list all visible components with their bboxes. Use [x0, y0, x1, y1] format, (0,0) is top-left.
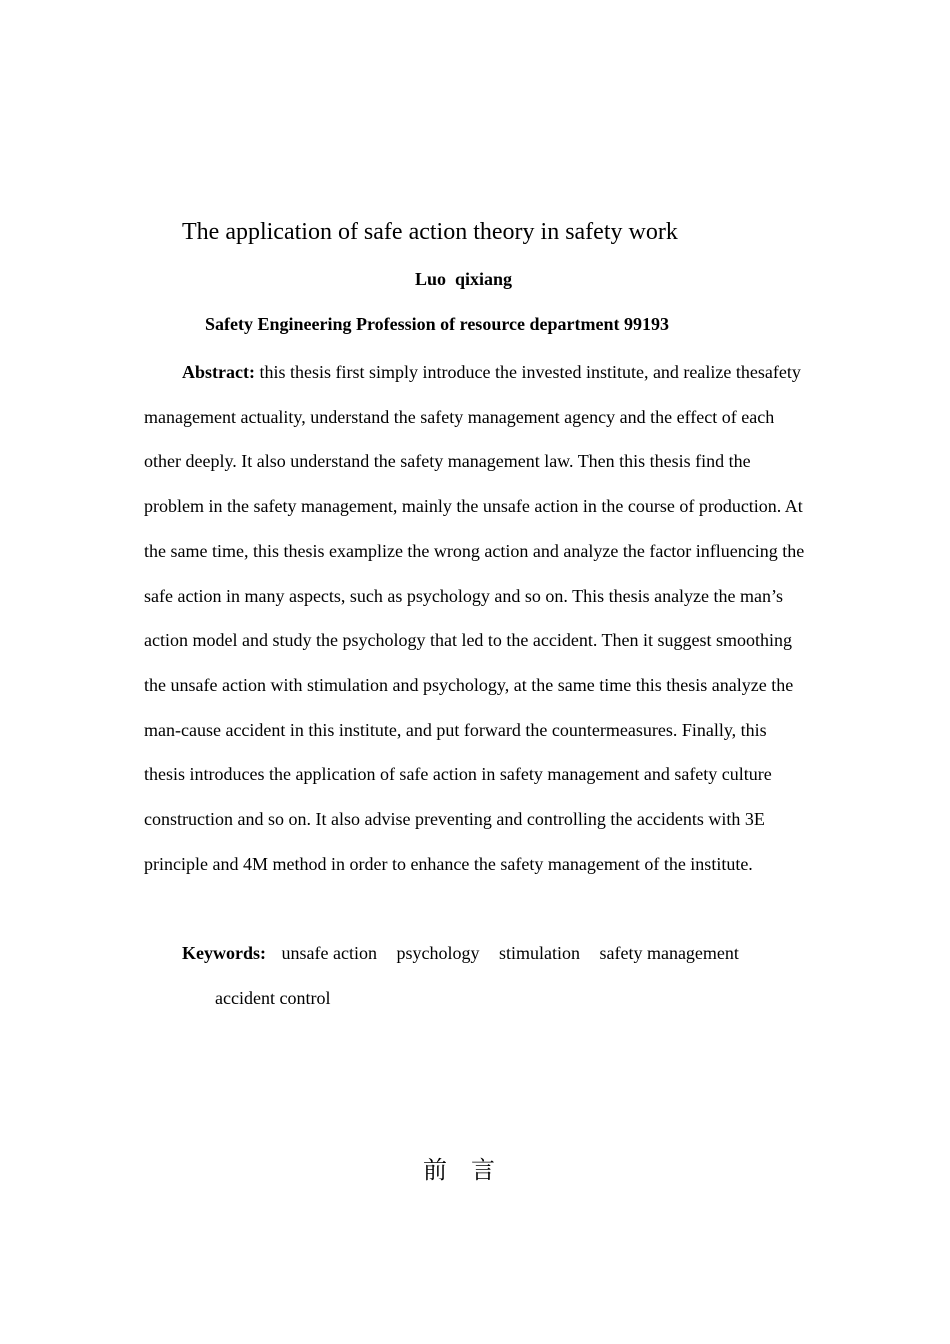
abstract-paragraph — [144, 350, 808, 886]
keyword-item: unsafe action — [281, 943, 377, 963]
keyword-item: safety management — [599, 943, 739, 963]
keywords-line — [182, 931, 754, 976]
author-department: Safety Engineering Profession of resource department 99193 — [205, 314, 669, 334]
keyword-item: accident control — [215, 988, 331, 1008]
preface-heading: 前言 — [423, 1156, 519, 1184]
paper-title: The application of safe action theory in safety work — [182, 219, 678, 245]
abstract-label: Abstract: — [182, 362, 255, 382]
abstract-text: this thesis first simply introduce the invested institute, and realize thesafety management actuality, understand the safety management agency and the effect of each other deeply. It also understand the safety management law. Then this thesis find the problem in the safety management, mainly the unsafe action in the course of production. At the same time, this thesis examplize the wrong action and analyze the factor influencing the safe action in many aspects, such as psychology and so on. This thesis analyze the man’s action model and study the psychology that led to the accident. Then it suggest smoothing the unsafe action with stimulation and psychology, at the same time this thesis analyze the man-cause accident in this institute, and put forward the countermeasures. Finally, this thesis introduces the application of safe action in safety management and safety culture construction and so on. It also advise preventing and controlling the accidents with 3E principle and 4M method in order to enhance the safety management of the institute. — [144, 362, 805, 874]
keywords-line-continued — [215, 976, 330, 1021]
keyword-item: stimulation — [498, 943, 580, 963]
author-name: Luo qixiang — [414, 269, 513, 289]
keywords-label: Keywords: — [182, 943, 266, 963]
keyword-item: psychology — [396, 943, 480, 963]
